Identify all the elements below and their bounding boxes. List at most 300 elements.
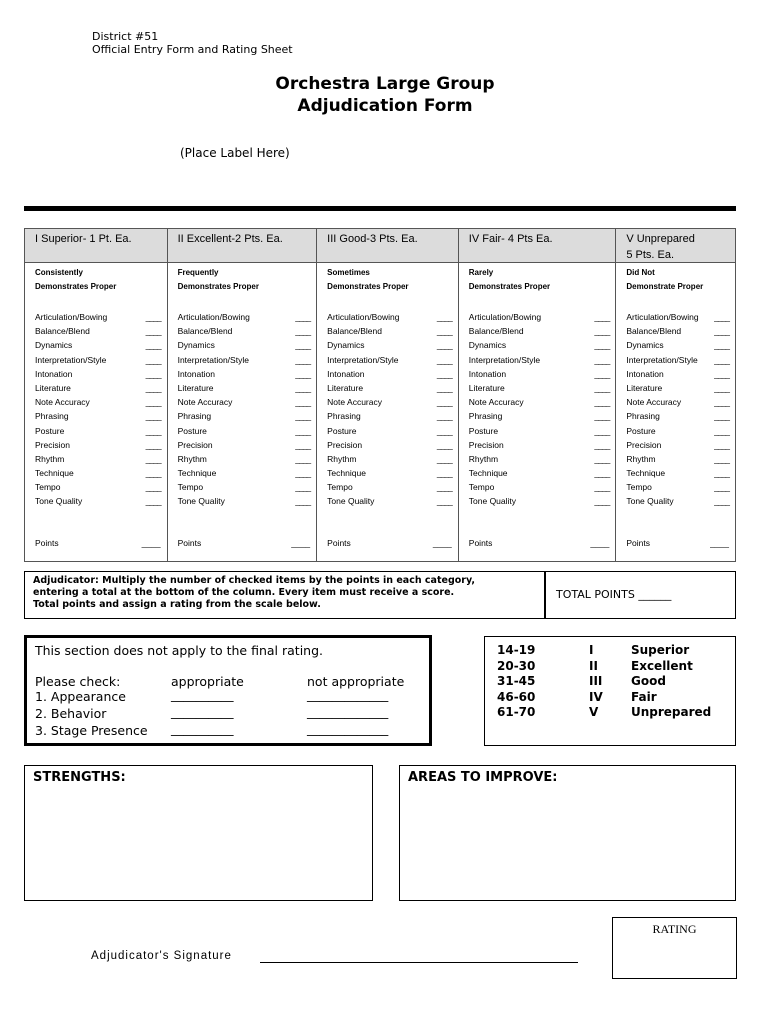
criteria-item [469,310,610,324]
criteria-item [178,480,311,494]
criteria-label: Posture [327,425,357,436]
criteria-blank[interactable]: ____ [436,326,452,337]
criteria-list [469,310,610,509]
criteria-label: Articulation/Bowing [327,312,400,322]
criteria-blank[interactable]: ____ [145,439,161,450]
criteria-label: Interpretation/Style [35,354,107,365]
criteria-blank[interactable]: ____ [436,340,452,351]
criteria-item [469,424,610,438]
criteria-blank[interactable]: ____ [145,382,161,393]
rating-column [459,229,617,561]
criteria-item [626,338,729,352]
column-heading-text: V Unprepared [626,233,695,245]
criteria-item [626,353,729,367]
criteria-item [327,452,452,466]
criteria-blank[interactable]: ____ [594,312,610,322]
criteria-label: Articulation/Bowing [468,312,542,322]
criteria-label: Posture [35,425,65,436]
criteria-label: Note Accuracy [468,397,524,408]
criteria-item [327,409,452,423]
criteria-label: Literature [626,382,663,393]
criteria-blank[interactable]: ____ [145,425,161,436]
criteria-blank[interactable]: ____ [295,354,311,365]
column-heading [168,229,317,263]
criteria-label: Intonation [327,368,365,379]
criteria-blank[interactable]: ____ [436,397,452,408]
scale-label: Excellent [631,658,693,673]
criteria-label: Tone Quality [327,496,375,507]
criteria-label: Phrasing [468,411,503,422]
criteria-item [178,466,311,480]
criteria-label: Tempo [468,482,495,493]
criteria-blank[interactable]: ____ [145,312,161,322]
criteria-list [327,310,452,509]
column-heading-text: III Good-3 Pts. Ea. [327,233,418,245]
criteria-label: Interpretation/Style [468,354,541,365]
stage-presence-appropriate-blank[interactable]: __________ [171,721,234,736]
criteria-item [469,494,610,508]
column-heading-sub: 5 Pts. Ea. [626,249,675,261]
stage-presence-not-appropriate-blank[interactable]: _____________ [307,721,389,736]
criteria-item [469,367,610,381]
column-heading-text: I Superior- 1 Pt. Ea. [35,233,132,245]
criteria-blank[interactable]: ____ [295,496,311,507]
appearance-appropriate-blank[interactable]: __________ [171,687,234,702]
criteria-label: Note Accuracy [327,397,382,408]
criteria-item [35,353,161,367]
criteria-label: Literature [468,382,505,393]
behavior-appropriate-blank[interactable]: __________ [171,704,234,719]
criteria-item [327,480,452,494]
criteria-label: Technique [327,468,366,479]
criteria-item [469,381,610,395]
criteria-blank[interactable]: ____ [714,326,729,337]
criteria-label: Literature [177,382,214,393]
criteria-item [178,452,311,466]
criteria-label: Posture [468,425,499,436]
criteria-blank[interactable]: ____ [594,368,610,379]
criteria-item [35,367,161,381]
criteria-blank[interactable]: ____ [436,425,452,436]
criteria-item [178,324,311,338]
instructions-line: Total points and assign a rating from the scale below. [33,599,321,610]
points-row [327,538,452,548]
rating-scale [484,636,736,746]
scale-numeral: IV [589,689,603,704]
criteria-blank[interactable]: ____ [714,496,729,507]
criteria-blank[interactable]: ____ [436,439,452,450]
criteria-item [469,438,610,452]
not-appropriate-header: not appropriate [307,674,405,689]
please-check-label: Please check: [35,674,121,689]
criteria-label: Posture [626,425,656,436]
scale-label: Unprepared [631,705,712,719]
criteria-item [35,494,161,508]
criteria-blank[interactable]: ____ [295,312,311,322]
criteria-blank[interactable]: ____ [594,411,610,422]
criteria-blank[interactable]: ____ [145,411,161,422]
scale-range: 20-30 [497,658,536,673]
criteria-blank[interactable]: ____ [594,397,610,408]
criteria-item [469,409,610,423]
criteria-item [626,409,729,423]
instructions-text [33,575,538,611]
criteria-blank[interactable]: ____ [714,439,729,450]
criteria-blank[interactable]: ____ [295,482,311,493]
label-placeholder: (Place Label Here) [180,146,290,160]
criteria-item [626,438,729,452]
points-row [626,538,729,548]
criteria-blank[interactable]: ____ [295,439,311,450]
criteria-blank[interactable]: ____ [436,482,452,493]
criteria-blank[interactable]: ____ [714,354,729,365]
column-demonstrates: Demonstrates Proper [35,282,117,291]
criteria-blank[interactable]: ____ [436,368,452,379]
criteria-item [35,480,161,494]
scale-range: 31-45 [497,674,536,688]
criteria-label: Rhythm [327,453,357,464]
criteria-list [35,310,161,509]
scale-numeral: I [589,643,594,657]
criteria-label: Technique [468,468,508,479]
points-label: Points [626,538,650,548]
criteria-item [327,424,452,438]
rating-column [616,229,735,561]
rating-grid [24,228,736,562]
criteria-blank[interactable]: ____ [145,368,161,379]
criteria-label: Articulation/Bowing [626,312,699,322]
criteria-label: Rhythm [626,453,656,464]
behavior-label: 2. Behavior [35,706,107,721]
criteria-blank[interactable]: ____ [714,482,729,493]
criteria-blank[interactable]: ____ [295,468,311,479]
criteria-label: Posture [177,425,207,436]
rating-column [168,229,318,561]
criteria-blank[interactable]: ____ [145,468,161,479]
criteria-item [178,438,311,452]
criteria-blank[interactable]: ____ [436,382,452,393]
criteria-label: Rhythm [177,453,207,464]
criteria-item [178,409,311,423]
criteria-item [35,438,161,452]
criteria-blank[interactable]: ____ [594,354,610,365]
column-heading [317,229,458,263]
criteria-blank[interactable]: ____ [145,453,161,464]
criteria-blank[interactable]: ____ [145,354,161,365]
criteria-label: Technique [177,468,217,479]
criteria-item [327,324,452,338]
column-heading-text: II Excellent-2 Pts. Ea. [177,233,283,245]
criteria-label: Technique [35,468,74,479]
column-heading [616,229,735,263]
criteria-item [35,381,161,395]
criteria-label: Phrasing [177,411,212,422]
criteria-label: Intonation [35,368,73,379]
criteria-label: Tone Quality [468,496,517,507]
points-label: Points [327,538,351,548]
criteria-label: Phrasing [327,411,361,422]
points-blank[interactable]: ____ [432,538,452,548]
criteria-label: Articulation/Bowing [35,312,108,322]
criteria-blank[interactable]: ____ [594,425,610,436]
header-divider [24,206,736,211]
criteria-label: Balance/Blend [626,326,682,337]
criteria-item [327,353,452,367]
criteria-blank[interactable]: ____ [436,496,452,507]
criteria-label: Tempo [35,482,61,493]
rating-column [317,229,459,561]
criteria-item [35,466,161,480]
appearance-label: 1. Appearance [35,689,126,704]
criteria-label: Dynamics [177,340,215,351]
criteria-item [626,367,729,381]
criteria-item [469,452,610,466]
criteria-blank[interactable]: ____ [295,382,311,393]
criteria-item [35,424,161,438]
criteria-blank[interactable]: ____ [714,368,729,379]
column-heading [459,229,616,263]
criteria-item [327,494,452,508]
column-demonstrates: Demonstrates Proper [177,282,259,291]
criteria-blank[interactable]: ____ [714,453,729,464]
criteria-label: Phrasing [35,411,69,422]
scale-range: 46-60 [497,689,536,704]
criteria-item [35,452,161,466]
criteria-item [35,409,161,423]
scale-row [497,674,729,690]
criteria-item [469,466,610,480]
criteria-item [35,338,161,352]
criteria-label: Intonation [177,368,215,379]
criteria-item [35,310,161,324]
points-blank[interactable]: ____ [141,538,161,548]
behavior-not-appropriate-blank[interactable]: _____________ [307,704,389,719]
criteria-label: Tempo [327,482,353,493]
criteria-item [178,381,311,395]
areas-to-improve-label: AREAS TO IMPROVE: [408,770,558,785]
criteria-label: Precision [177,439,213,450]
criteria-label: Interpretation/Style [327,354,399,365]
criteria-item [626,494,729,508]
criteria-blank[interactable]: ____ [145,340,161,351]
criteria-label: Technique [626,468,666,479]
criteria-blank[interactable]: ____ [436,312,452,322]
criteria-item [626,480,729,494]
criteria-item [178,367,311,381]
criteria-label: Balance/Blend [327,326,382,337]
scale-label: Superior [631,643,690,657]
criteria-blank[interactable]: ____ [436,411,452,422]
criteria-blank[interactable]: ____ [594,340,610,351]
criteria-list [178,310,311,509]
criteria-label: Tone Quality [177,496,225,507]
non-rating-section [24,635,432,746]
criteria-blank[interactable]: ____ [714,425,729,436]
criteria-item [327,338,452,352]
criteria-blank[interactable]: ____ [714,397,729,408]
criteria-blank[interactable]: ____ [436,453,452,464]
criteria-label: Interpretation/Style [626,354,698,365]
criteria-item [626,395,729,409]
criteria-item [626,466,729,480]
criteria-blank[interactable]: ____ [594,382,610,393]
rating-column [25,229,168,561]
criteria-blank[interactable]: ____ [295,340,311,351]
criteria-list [626,310,729,509]
criteria-label: Interpretation/Style [177,354,249,365]
criteria-label: Dynamics [468,340,507,351]
criteria-blank[interactable]: ____ [295,368,311,379]
criteria-blank[interactable]: ____ [594,468,610,479]
stage-presence-label: 3. Stage Presence [35,723,148,738]
scale-numeral: V [589,705,599,719]
scale-numeral: III [589,674,603,688]
criteria-item [469,395,610,409]
instructions-box [24,571,736,619]
points-label: Points [35,538,59,548]
total-points-field[interactable]: TOTAL POINTS ______ [556,588,672,601]
criteria-label: Dynamics [35,340,73,351]
scale-label: Fair [631,689,657,704]
areas-to-improve-box[interactable] [399,765,736,901]
criteria-blank[interactable]: ____ [145,496,161,507]
criteria-label: Note Accuracy [626,397,682,408]
non-rating-title: This section does not apply to the final rating. [35,643,324,658]
criteria-blank[interactable]: ____ [295,425,311,436]
criteria-blank[interactable]: ____ [436,354,452,365]
criteria-item [35,395,161,409]
scale-row [497,659,729,675]
criteria-item [327,395,452,409]
criteria-label: Tone Quality [626,496,674,507]
criteria-blank[interactable]: ____ [295,453,311,464]
criteria-blank[interactable]: ____ [594,326,610,337]
scale-row [497,643,729,659]
criteria-label: Tempo [177,482,204,493]
criteria-item [327,367,452,381]
scale-label: Good [631,674,666,688]
criteria-label: Dynamics [626,340,664,351]
criteria-label: Tempo [626,482,652,493]
strengths-label: STRENGTHS: [33,770,126,785]
signature-label: Adjudicator's Signature [91,950,232,962]
criteria-item [178,353,311,367]
criteria-item [35,324,161,338]
points-row [35,538,161,548]
points-row [469,538,610,548]
criteria-item [327,381,452,395]
points-blank[interactable]: ____ [710,538,729,548]
criteria-blank[interactable]: ____ [714,382,729,393]
criteria-label: Precision [626,439,662,450]
criteria-label: Intonation [626,368,664,379]
criteria-label: Dynamics [327,340,365,351]
rating-label: RATING [652,922,697,936]
form-title-line1: Orchestra Large Group [275,74,495,94]
criteria-blank[interactable]: ____ [594,453,610,464]
criteria-blank[interactable]: ____ [714,411,729,422]
scale-row [497,705,729,721]
criteria-blank[interactable]: ____ [436,468,452,479]
criteria-label: Rhythm [35,453,65,464]
column-frequency: Frequently [177,268,219,277]
criteria-label: Articulation/Bowing [177,312,250,322]
scale-range: 14-19 [497,643,536,657]
criteria-item [327,466,452,480]
instructions-divider [544,572,546,618]
signature-line[interactable] [260,962,578,963]
criteria-blank[interactable]: ____ [594,482,610,493]
criteria-item [626,324,729,338]
points-blank[interactable]: ____ [590,538,610,548]
criteria-blank[interactable]: ____ [295,326,311,337]
criteria-item [626,424,729,438]
criteria-blank[interactable]: ____ [295,397,311,408]
criteria-label: Literature [35,382,71,393]
points-blank[interactable]: ____ [291,538,311,548]
criteria-blank[interactable]: ____ [594,496,610,507]
column-heading-text: IV Fair- 4 Pts Ea. [468,233,553,245]
criteria-item [626,381,729,395]
criteria-label: Balance/Blend [468,326,524,337]
instructions-line: Adjudicator: Multiply the number of checked items by the points in each category, [33,575,476,586]
column-demonstrates: Demonstrates Proper [468,282,551,291]
column-heading [25,229,167,263]
column-frequency: Consistently [35,268,84,277]
criteria-label: Precision [35,439,70,450]
criteria-blank[interactable]: ____ [145,482,161,493]
appropriate-header: appropriate [171,674,244,689]
column-frequency: Did Not [626,268,655,277]
criteria-item [178,395,311,409]
points-label: Points [468,538,493,548]
criteria-item [327,310,452,324]
criteria-label: Balance/Blend [35,326,90,337]
form-subtitle: Official Entry Form and Rating Sheet [92,43,293,56]
criteria-label: Rhythm [468,453,499,464]
criteria-blank[interactable]: ____ [714,468,729,479]
strengths-box[interactable] [24,765,373,901]
criteria-blank[interactable]: ____ [295,411,311,422]
criteria-item [469,324,610,338]
criteria-blank[interactable]: ____ [145,326,161,337]
scale-range: 61-70 [497,705,536,719]
criteria-item [469,480,610,494]
criteria-item [327,438,452,452]
column-frequency: Rarely [468,268,494,277]
column-frequency: Sometimes [327,268,370,277]
criteria-blank[interactable]: ____ [594,439,610,450]
criteria-item [178,310,311,324]
criteria-item [178,494,311,508]
criteria-item [626,310,729,324]
criteria-label: Note Accuracy [177,397,233,408]
appearance-not-appropriate-blank[interactable]: _____________ [307,687,389,702]
points-row [178,538,311,548]
criteria-label: Balance/Blend [177,326,233,337]
criteria-blank[interactable]: ____ [714,312,729,322]
criteria-label: Precision [327,439,363,450]
criteria-item [178,338,311,352]
criteria-item [469,338,610,352]
rating-box[interactable] [612,917,737,979]
column-demonstrates: Demonstrate Proper [626,282,704,291]
criteria-blank[interactable]: ____ [714,340,729,351]
criteria-label: Note Accuracy [35,397,90,408]
criteria-blank[interactable]: ____ [145,397,161,408]
criteria-item [626,452,729,466]
points-label: Points [177,538,202,548]
